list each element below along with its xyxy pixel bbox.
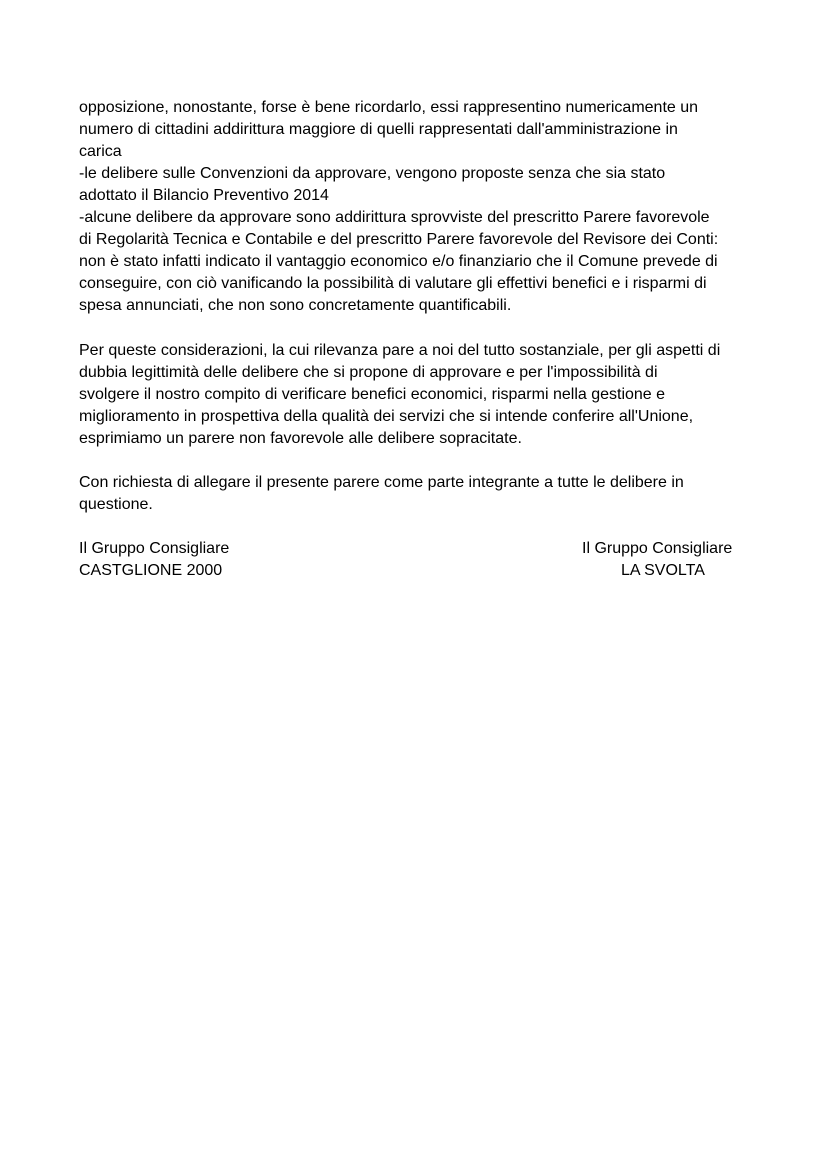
paragraph1-line-4: -le delibere sulle Convenzioni da approvare, vengono proposte senza che sia stato bbox=[79, 165, 666, 182]
paragraph1-line-9: conseguire, con ciò vanificando la possibilità di valutare gli effettivi benefici e i risparmi di bbox=[79, 275, 707, 292]
paragraph2-line-3: svolgere il nostro compito di verificare benefici economici, risparmi nella gestione e bbox=[79, 386, 666, 403]
paragraph1-line-7: di Regolarità Tecnica e Contabile e del prescritto Parere favorevole del Revisore dei Conti: bbox=[79, 231, 719, 248]
paragraph2-line-2: dubbia legittimità delle delibere che si propone di approvare e per l'impossibilità di bbox=[79, 364, 658, 381]
paragraph1-line-5: adottato il Bilancio Preventivo 2014 bbox=[79, 187, 329, 204]
signature-right-line-2: LA SVOLTA bbox=[621, 562, 705, 579]
paragraph1-line-10: spesa annunciati, che non sono concretamente quantificabili. bbox=[79, 297, 512, 314]
paragraph3-line-1: Con richiesta di allegare il presente parere come parte integrante a tutte le delibere in bbox=[79, 474, 684, 491]
paragraph1-line-2: numero di cittadini addirittura maggiore di quelli rappresentati dall'amministrazione in bbox=[79, 121, 678, 138]
signature-right-line-1: Il Gruppo Consigliare bbox=[582, 540, 733, 557]
paragraph1-line-8: non è stato infatti indicato il vantaggio economico e/o finanziario che il Comune prevede di bbox=[79, 253, 718, 270]
paragraph1-line-1: opposizione, nonostante, forse è bene ricordarlo, essi rappresentino numericamente un bbox=[79, 99, 699, 116]
paragraph2-line-1: Per queste considerazioni, la cui rilevanza pare a noi del tutto sostanziale, per gli aspetti di bbox=[79, 342, 721, 359]
paragraph1-line-3: carica bbox=[79, 143, 122, 160]
paragraph3-line-2: questione. bbox=[79, 496, 153, 513]
paragraph2-line-4: miglioramento in prospettiva della qualità dei servizi che si intende conferire all'Unione, bbox=[79, 408, 694, 425]
signature-left-line-2: CASTGLIONE 2000 bbox=[79, 562, 223, 579]
paragraph2-line-5: esprimiamo un parere non favorevole alle delibere sopracitate. bbox=[79, 430, 522, 447]
paragraph1-line-6: -alcune delibere da approvare sono addirittura sprovviste del prescritto Parere favorevole bbox=[79, 209, 710, 226]
signature-left-line-1: Il Gruppo Consigliare bbox=[79, 540, 230, 557]
